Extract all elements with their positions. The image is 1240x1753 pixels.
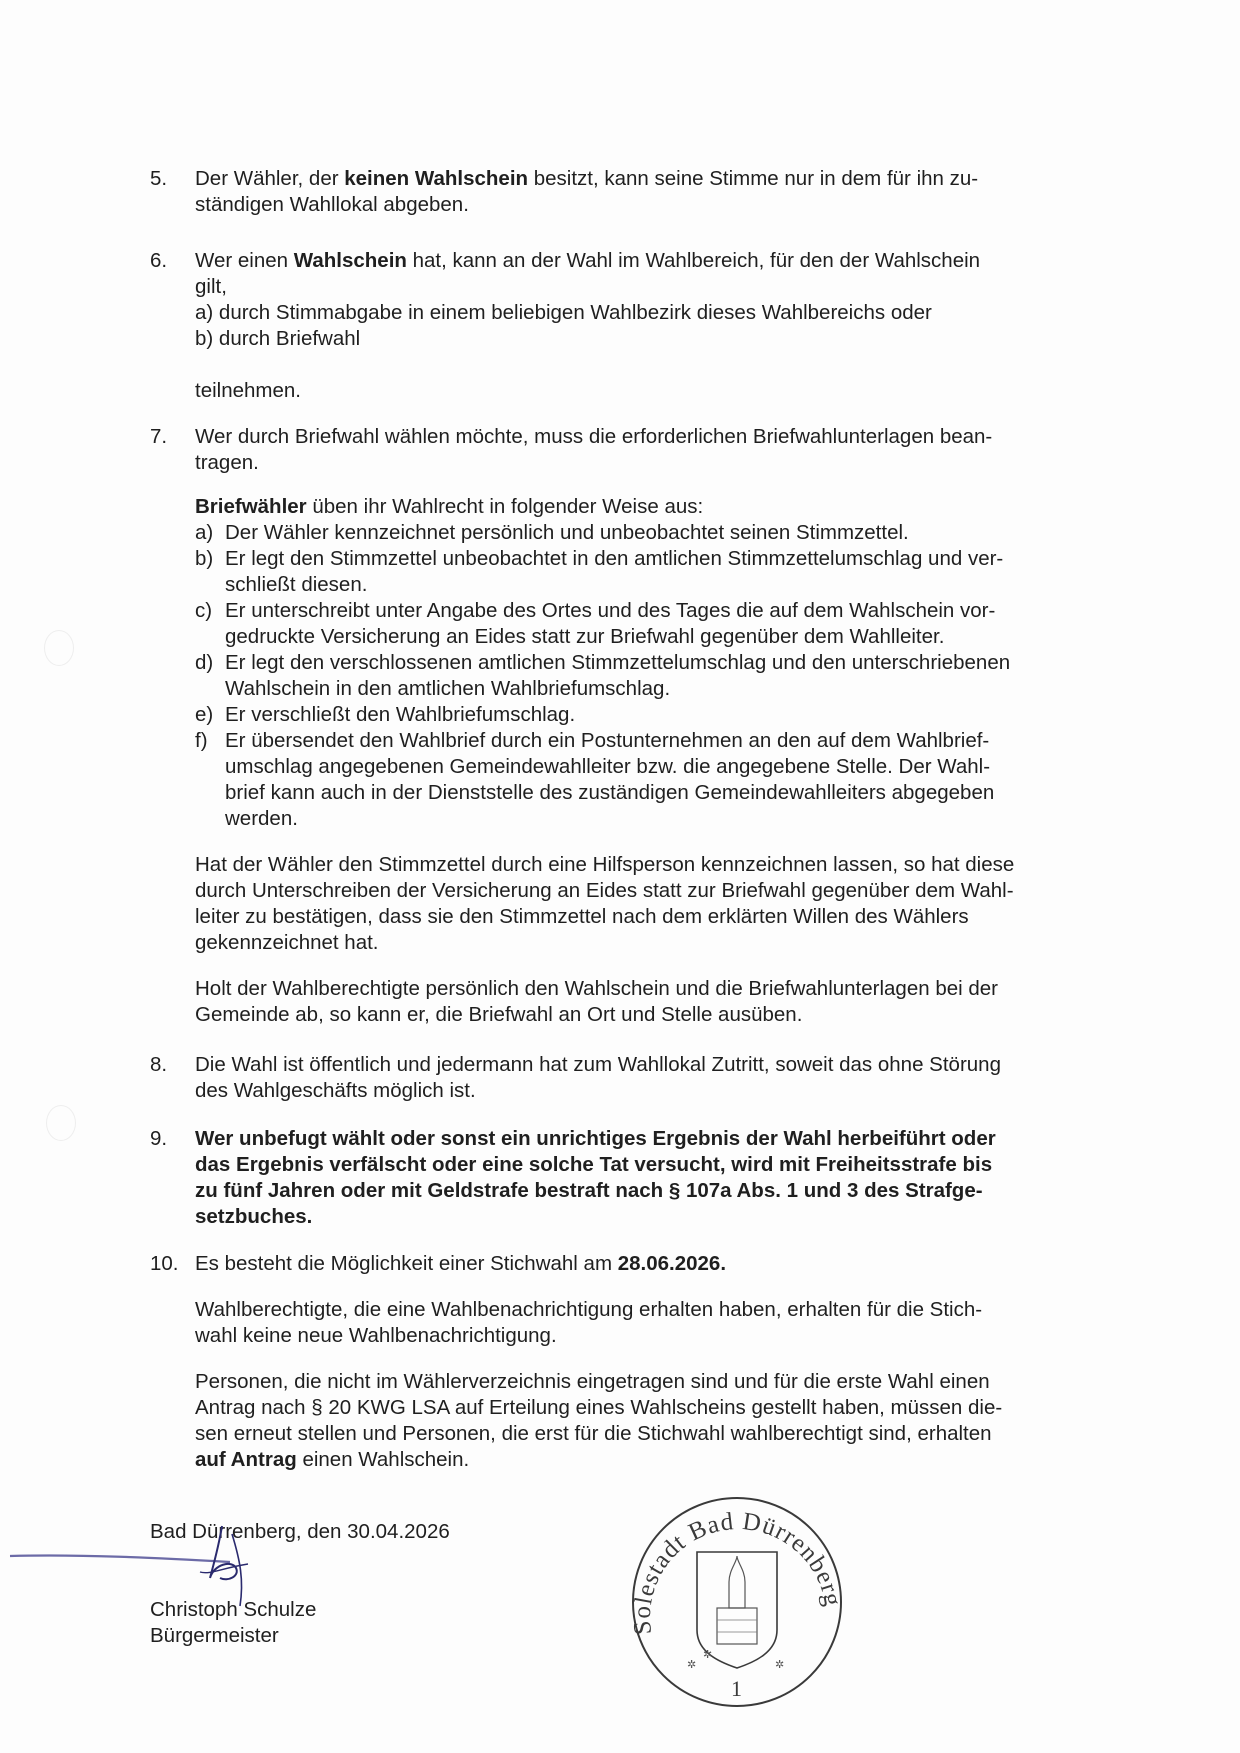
pickup-paragraph: Holt der Wahlberechtigte persönlich den Wahlschein und die Briefwahlunterlagen bei der Gemeinde ab, so kann er, die Briefwahl an Ort und Stelle ausüben. — [195, 977, 999, 1026]
item-number: 8. — [150, 1053, 168, 1076]
item-text: Wer einen Wahlschein hat, kann an der Wahl im Wahlbereich, für den der Wahlschein — [195, 249, 981, 272]
sub-option-b: b) durch Briefwahl — [195, 327, 361, 350]
wahlschein-notice: Personen, die nicht im Wählerverzeichnis eingetragen sind und für die erste Wahl einen Antrag nach § 20 KWG LSA auf Erteilung eines Wahlscheins gestellt haben, müssen die- sen erneut stellen und Personen, die erst für die Stichwahl wahlberechtigt sind, erhalten auf Antrag einen Wahlschein. — [195, 1370, 1003, 1471]
sub-option-a: a) durch Stimmabgabe in einem beliebigen Wahlbezirk dieses Wahlbereichs oder — [195, 301, 932, 324]
signer-title: Bürgermeister — [150, 1624, 279, 1647]
stichwahl-notice: Wahlberechtigte, die eine Wahlbenachrichtigung erhalten haben, erhalten für die Stich- wahl keine neue Wahlbenachrichtigung. — [195, 1298, 983, 1347]
step-c: c) Er unterschreibt unter Angabe des Ortes und des Tages die auf dem Wahlschein vor- gedruckte Versicherung an Eides statt zur Briefwahl gegenüber dem Wahlleiter. — [195, 599, 996, 648]
seal-number: 1 — [731, 1676, 742, 1701]
item-number: 10. — [150, 1252, 179, 1275]
item-text: gilt, — [195, 275, 227, 298]
document-page: 5. Der Wähler, der keinen Wahlschein besitzt, kann seine Stimme nur in dem für ihn zu- ständigen Wahllokal abgeben. 6. Wer einen Wahlschein hat, kann an der Wahl im Wahlbereich, für den der Wahlschein gilt, a) durch Stimmabgabe in einem beliebigen Wahlbezirk dieses Wahlbereichs oder b) durch Briefwahl teilnehmen. 7. Wer durch Briefwahl wählen möchte, muss die erforderlichen Briefwahlunterlagen bean- tragen. Briefwähler üben ihr Wahlrecht in folgender Weise aus: a) Der Wähler kennzeichnet persönlich und unbeobachtet seinen Stimmzettel. b) Er legt den Stimmzettel unbeobachtet in den amtlichen Stimmzettelumschlag und ver- schließt diesen. c) Er unterschreibt unter Angabe des Ortes und des Tages die auf dem Wahlschein vor- gedruckte Versicherung an Eides statt zur Briefwahl gegenüber dem Wahlleiter. d) Er legt den verschlossenen amtlichen Stimmzettelumschlag und den unterschriebenen Wahlschein in den amtlichen Wahlbriefumschlag. e) Er verschließt den Wahlbriefumschlag. f) Er übersendet den Wahlbrief durch ein Postunternehmen an den auf dem Wahlbrief- umschlag angegebenen Gemeindewahlleiter bzw. die angegebene Stelle. Der Wahl- brief kann auch in der Dienststelle des zuständigen Gemeindewahlleiters abgegeben werden. Hat der Wähler den Stimmzettel durch eine Hilfsperson kennzeichnen lassen, so hat diese durch Unterschreiben der Versicherung an Eides statt zur Briefwahl gegenüber dem Wahl- leiter zu bestätigen, dass sie den Stimmzettel nach dem erklärten Willen des Wählers gekennzeichnet hat. Holt der Wahlberechtigte persönlich den Wahlschein und die Briefwahlunterlagen bei der Gemeinde ab, so kann er, die Briefwahl an Ort und Stelle ausüben. 8. Die Wahl ist öffentlich und jedermann hat zum Wahllokal Zutritt, soweit das ohne Störung des Wahlgeschäfts möglich ist. 9. Wer unbefugt wählt oder sonst ein unrichtiges Ergebnis der Wahl herbeiführt oder das Ergebnis verfälscht oder eine solche Tat versucht, wird mit Freiheitsstrafe bis zu fünf Jahren oder mit Geldstrafe bestraft nach § 107a Abs. 1 und 3 des Strafge- setzbuches. 10. Es besteht die Möglichkeit einer Stichwahl am 28.06.2026. Wahlberechtigte, die eine Wahlbenachrichtigung erhalten haben, erhalten für die Stich- wahl keine neue Wahlbenachrichtigung. Personen, die nicht im Wählerverzeichnis eingetragen sind und für die erste Wahl einen Antrag nach § 20 KWG LSA auf Erteilung eines Wahlscheins gestellt haben, müssen die- sen erneut stellen und Personen, die erst für die Stichwahl wahlberechtigt sind, erhalten auf Antrag einen Wahlschein. Bad Dürrenberg, den 30.04.2026 Christoph Schulze Bürgermeister Solestadt Bad Dürrenberg ✲ ✲ ✲ 1 — [0, 0, 1240, 1753]
step-b: b) Er legt den Stimmzettel unbeobachtet in den amtlichen Stimmzettelumschlag und ver- schließt diesen. — [195, 547, 1004, 596]
svg-text:✲: ✲ — [703, 1648, 713, 1661]
place-date: Bad Dürrenberg, den 30.04.2026 — [150, 1520, 450, 1543]
briefwahl-intro: Briefwähler üben ihr Wahlrecht in folgender Weise aus: — [195, 495, 704, 518]
svg-text:✲: ✲ — [687, 1658, 697, 1671]
item-text: Der Wähler, der keinen Wahlschein besitzt, kann seine Stimme nur in dem für ihn zu- — [195, 167, 979, 190]
item-tail: teilnehmen. — [195, 379, 301, 402]
handwritten-signature — [0, 1520, 320, 1610]
step-e: e) Er verschließt den Wahlbriefumschlag. — [195, 703, 576, 726]
signer-name: Christoph Schulze — [150, 1598, 317, 1621]
item-number: 7. — [150, 425, 168, 448]
item-number: 9. — [150, 1127, 168, 1150]
helper-paragraph: Hat der Wähler den Stimmzettel durch eine Hilfsperson kennzeichnen lassen, so hat diese durch Unterschreiben der Versicherung an Eides statt zur Briefwahl gegenüber dem Wahl- leiter zu bestätigen, dass sie den Stimmzettel nach dem erklärten Willen des Wählers gekennzeichnet hat. — [195, 853, 1015, 954]
item-text: tragen. — [195, 451, 259, 474]
step-d: d) Er legt den verschlossenen amtlichen Stimmzettelumschlag und den unterschriebenen Wahlschein in den amtlichen Wahlbriefumschlag. — [195, 651, 1011, 700]
item-number: 5. — [150, 167, 168, 190]
svg-text:Solestadt Bad Dürrenberg: Solestadt Bad Dürrenberg — [628, 1508, 847, 1637]
item-text: Wer durch Briefwahl wählen möchte, muss die erforderlichen Briefwahlunterlagen bean- — [195, 425, 993, 448]
svg-text:✲: ✲ — [775, 1658, 785, 1671]
item-number: 6. — [150, 249, 168, 272]
punch-hole-mark — [46, 1105, 76, 1141]
step-f: f) Er übersendet den Wahlbrief durch ein Postunternehmen an den auf dem Wahlbrief- umschlag angegebenen Gemeindewahlleiter bzw. die angegebene Stelle. Der Wahl- brief kann auch in der Dienststelle des zuständigen Gemeindewahlleiters abgegeben werden. — [195, 729, 995, 830]
step-a: a) Der Wähler kennzeichnet persönlich und unbeobachtet seinen Stimmzettel. — [195, 521, 909, 544]
penalty-warning: Wer unbefugt wählt oder sonst ein unrichtiges Ergebnis der Wahl herbeiführt oder das Ergebnis verfälscht oder eine solche Tat versucht, wird mit Freiheitsstrafe bis zu fünf Jahren oder mit Geldstrafe bestraft nach § 107a Abs. 1 und 3 des Strafge- setzbuches. — [195, 1127, 996, 1228]
punch-hole-mark — [44, 630, 74, 666]
item-text: ständigen Wahllokal abgeben. — [195, 193, 469, 216]
